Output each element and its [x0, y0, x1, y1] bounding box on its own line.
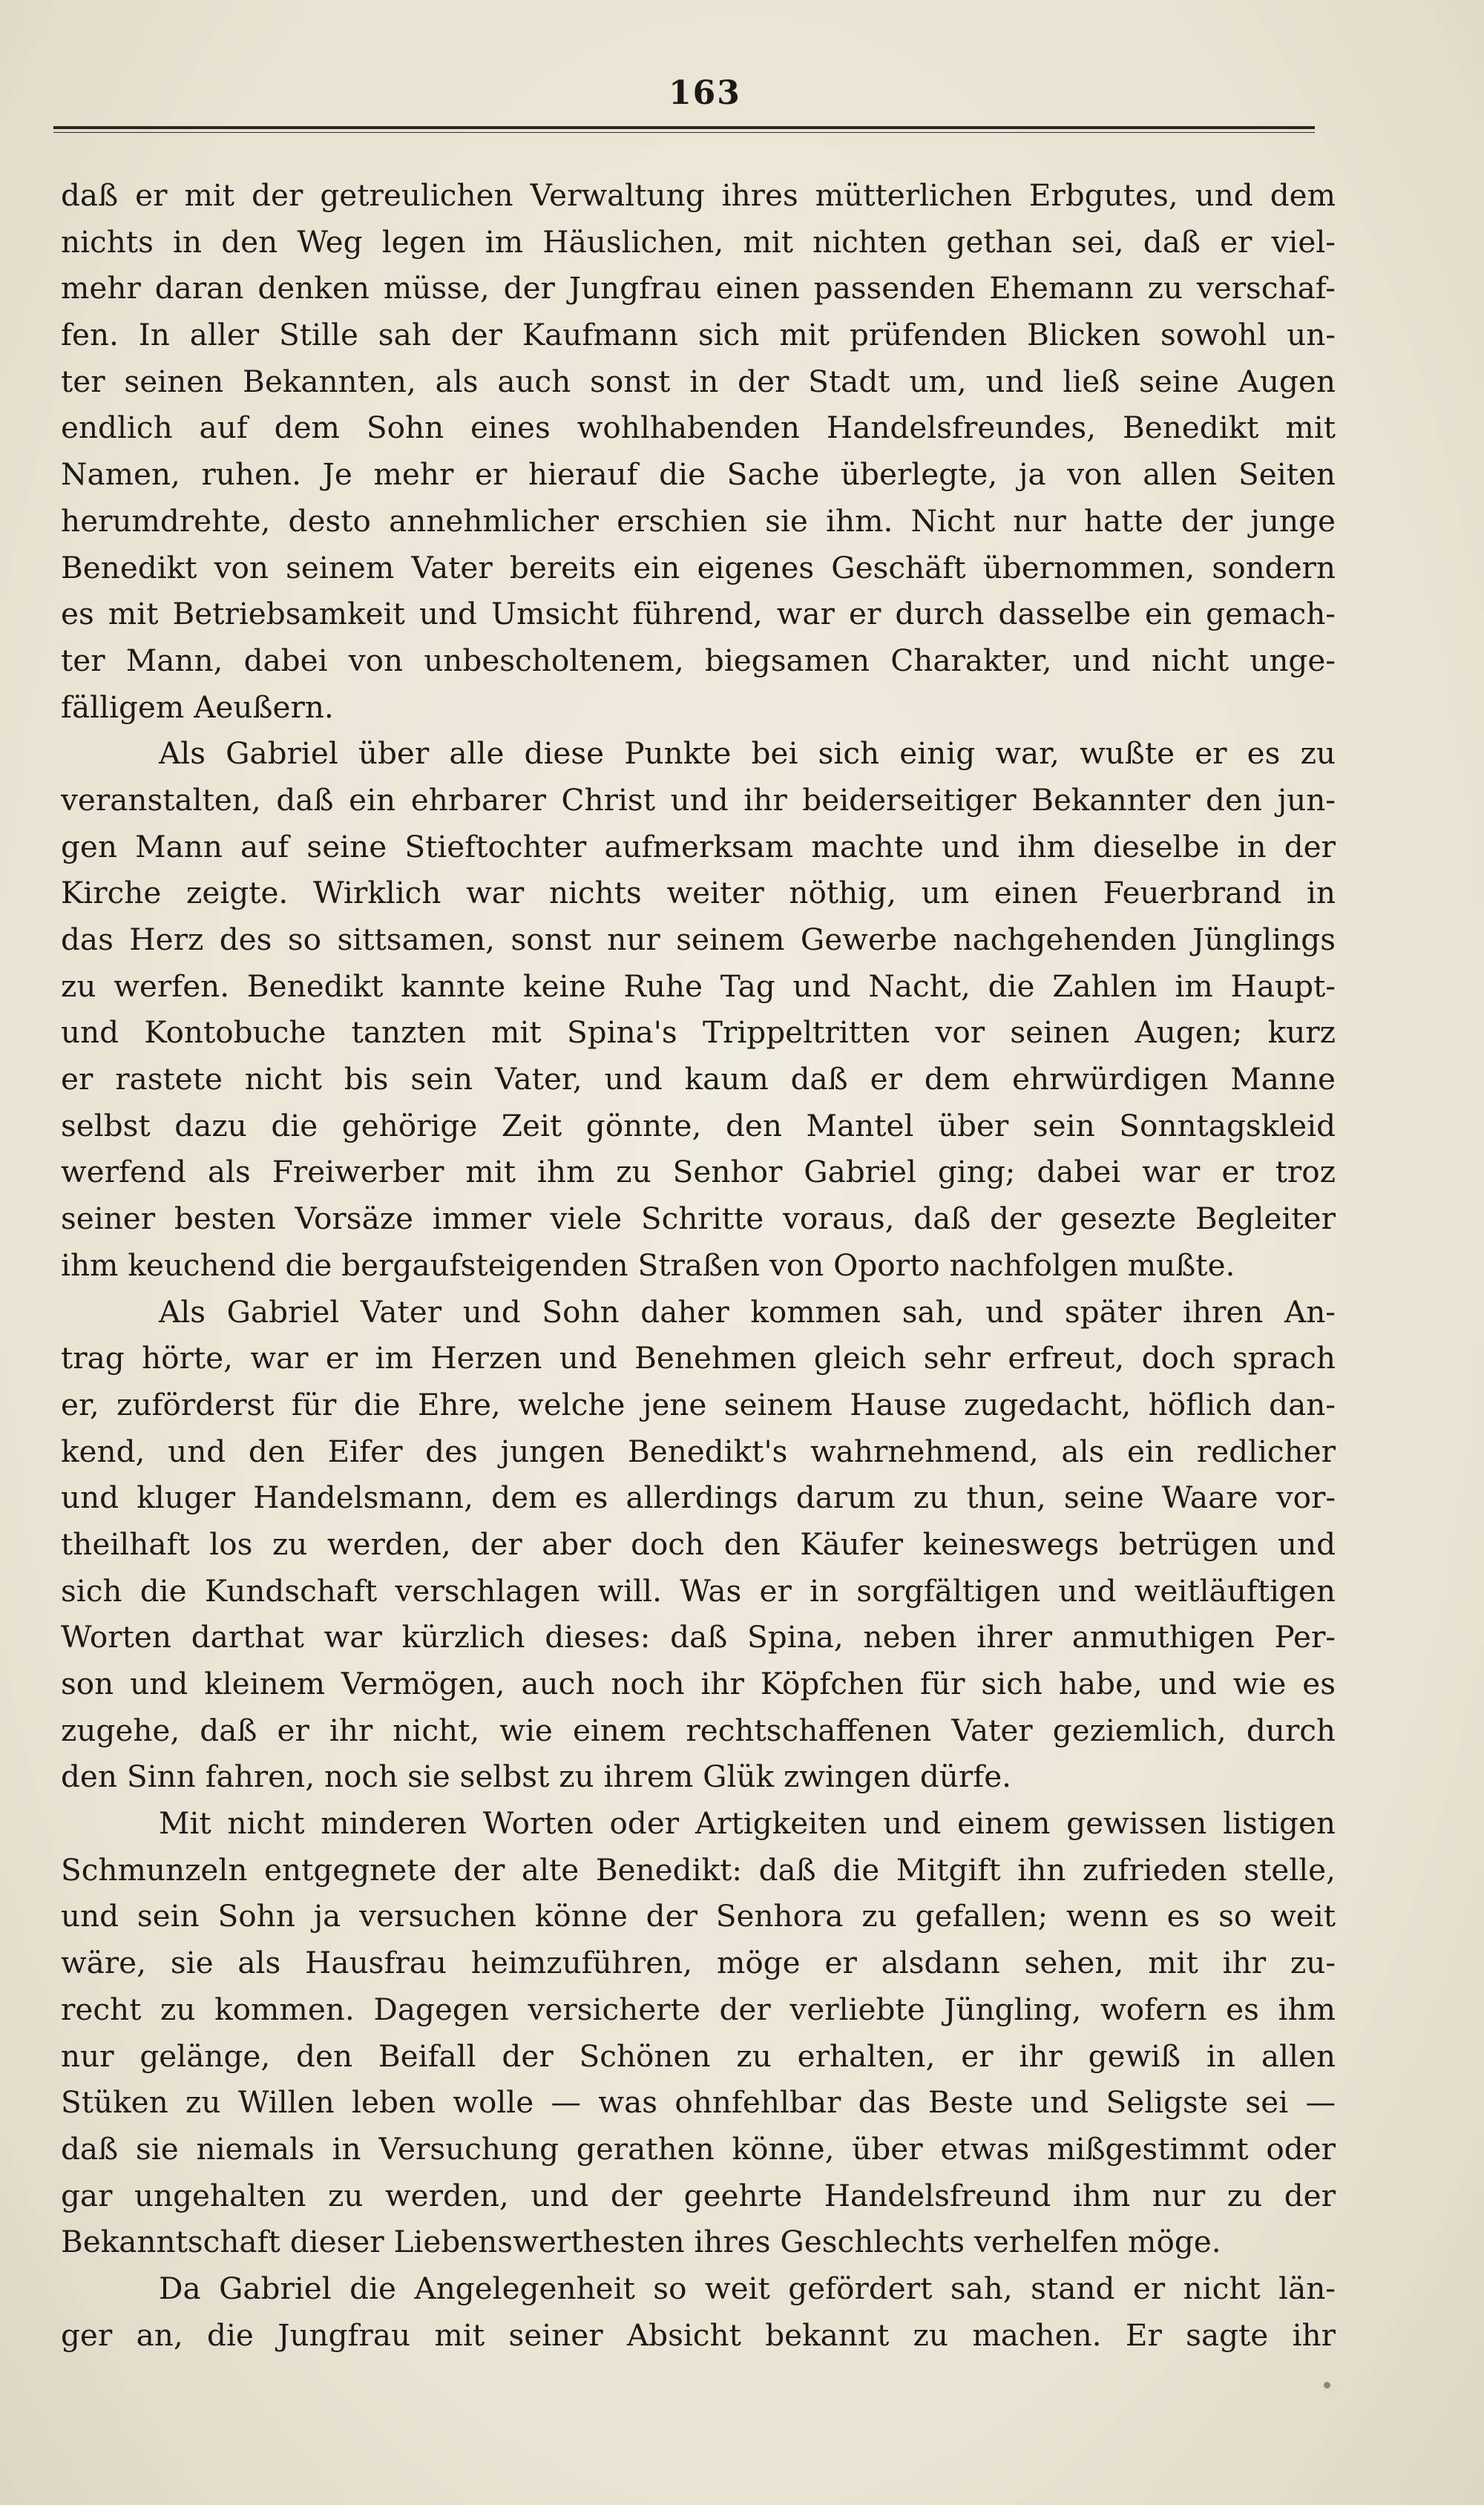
- text-line: und sein Sohn ja versuchen könne der Senhora zu gefallen; wenn es so weit: [61, 1898, 1336, 1934]
- text-line: veranstalten, daß ein ehrbarer Christ und ihr beiderseitiger Bekannter den jun-: [61, 781, 1336, 818]
- text-line: endlich auf dem Sohn eines wohlhabenden Handelsfreundes, Benedikt mit: [61, 410, 1336, 446]
- body-text: [61, 172, 1336, 2358]
- text-line: und Kontobuche tanzten mit Spina's Trippeltritten vor seinen Augen; kurz: [61, 1014, 1336, 1051]
- text-line: Mit nicht minderen Worten oder Artigkeiten und einem gewissen listigen: [159, 1805, 1336, 1842]
- text-line: seiner besten Vorsäze immer viele Schritte voraus, daß der gesezte Begleiter: [61, 1201, 1336, 1237]
- text-line: sich die Kundschaft verschlagen will. Was er in sorgfältigen und weitläuftigen: [61, 1572, 1336, 1609]
- header-rule-thin: [53, 132, 1315, 133]
- text-line: ter Mann, dabei von unbescholtenem, biegsamen Charakter, und nicht unge-: [61, 642, 1336, 678]
- text-line: gar ungehalten zu werden, und der geehrte Handelsfreund ihm nur zu der: [61, 2177, 1336, 2213]
- text-line: ger an, die Jungfrau mit seiner Absicht bekannt zu machen. Er sagte ihr: [61, 2317, 1336, 2353]
- text-line: Als Gabriel über alle diese Punkte bei sich einig war, wußte er es zu: [159, 735, 1336, 772]
- text-line: Schmunzeln entgegnete der alte Benedikt: daß die Mitgift ihn zufrieden stelle,: [61, 1851, 1336, 1888]
- text-line: daß sie niemals in Versuchung gerathen könne, über etwas mißgestimmt oder: [61, 2130, 1336, 2167]
- page-number: 163: [669, 74, 741, 112]
- text-line: nur gelänge, den Beifall der Schönen zu erhalten, er ihr gewiß in allen: [61, 2038, 1336, 2074]
- text-line: ihm keuchend die bergaufsteigenden Straßen von Oporto nachfolgen mußte.: [61, 1247, 1235, 1283]
- text-line: selbst dazu die gehörige Zeit gönnte, den Mantel über sein Sonntagskleid: [61, 1107, 1336, 1143]
- text-line: ter seinen Bekannten, als auch sonst in der Stadt um, und ließ seine Augen: [61, 363, 1336, 399]
- text-line: zu werfen. Benedikt kannte keine Ruhe Tag und Nacht, die Zahlen im Haupt-: [61, 968, 1336, 1004]
- text-line: es mit Betriebsamkeit und Umsicht führend, war er durch dasselbe ein gemach-: [61, 596, 1336, 632]
- text-line: mehr daran denken müsse, der Jungfrau einen passenden Ehemann zu verschaf-: [61, 270, 1336, 306]
- text-line: Bekanntschaft dieser Liebenswerthesten ihres Geschlechts verhelfen möge.: [61, 2224, 1221, 2260]
- text-line: theilhaft los zu werden, der aber doch den Käufer keineswegs betrügen und: [61, 1526, 1336, 1562]
- text-line: nichts in den Weg legen im Häuslichen, mit nichten gethan sei, daß er viel-: [61, 223, 1336, 260]
- text-line: fen. In aller Stille sah der Kaufmann sich mit prüfenden Blicken sowohl un-: [61, 317, 1336, 353]
- text-line: Da Gabriel die Angelegenheit so weit gefördert sah, stand er nicht län-: [159, 2270, 1336, 2306]
- text-line: und kluger Handelsmann, dem es allerdings darum zu thun, seine Waare vor-: [61, 1480, 1336, 1516]
- text-line: Als Gabriel Vater und Sohn daher kommen sah, und später ihren An-: [159, 1293, 1336, 1330]
- text-line: er, zuförderst für die Ehre, welche jene seinem Hause zugedacht, höflich dan-: [61, 1386, 1336, 1422]
- header-rule: [53, 126, 1315, 129]
- text-line: son und kleinem Vermögen, auch noch ihr Köpfchen für sich habe, und wie es: [61, 1666, 1336, 1701]
- text-line: das Herz des so sittsamen, sonst nur seinem Gewerbe nachgehenden Jünglings: [61, 922, 1336, 957]
- text-line: den Sinn fahren, noch sie selbst zu ihrem Glük zwingen dürfe.: [61, 1759, 1012, 1795]
- text-line: gen Mann auf seine Stieftochter aufmerksam machte und ihm dieselbe in der: [61, 828, 1336, 864]
- text-line: Namen, ruhen. Je mehr er hierauf die Sache überlegte, ja von allen Seiten: [61, 456, 1336, 493]
- text-line: fälligem Aeußern.: [61, 689, 334, 725]
- text-line: zugehe, daß er ihr nicht, wie einem rechtschaffenen Vater geziemlich, durch: [61, 1712, 1336, 1748]
- text-line: Stüken zu Willen leben wolle — was ohnfehlbar das Beste und Seligste sei —: [61, 2084, 1336, 2121]
- text-line: trag hörte, war er im Herzen und Benehmen gleich sehr erfreut, doch sprach: [61, 1340, 1336, 1376]
- text-line: herumdrehte, desto annehmlicher erschien sie ihm. Nicht nur hatte der junge: [61, 502, 1336, 539]
- text-line: wäre, sie als Hausfrau heimzuführen, möge er alsdann sehen, mit ihr zu-: [61, 1945, 1336, 1981]
- text-line: recht zu kommen. Dagegen versicherte der verliebte Jüngling, wofern es ihm: [61, 1991, 1336, 2027]
- paper-speck: [1324, 2382, 1330, 2389]
- text-line: werfend als Freiwerber mit ihm zu Senhor Gabriel ging; dabei war er troz: [61, 1154, 1336, 1190]
- text-line: daß er mit der getreulichen Verwaltung ihres mütterlichen Erbgutes, und dem: [61, 177, 1336, 213]
- text-line: er rastete nicht bis sein Vater, und kaum daß er dem ehrwürdigen Manne: [61, 1061, 1336, 1097]
- text-line: Kirche zeigte. Wirklich war nichts weiter nöthig, um einen Feuerbrand in: [61, 875, 1336, 911]
- text-line: Worten darthat war kürzlich dieses: daß Spina, neben ihrer anmuthigen Per-: [61, 1619, 1336, 1655]
- text-line: kend, und den Eifer des jungen Benedikt's wahrnehmend, als ein redlicher: [61, 1433, 1336, 1469]
- text-line: Benedikt von seinem Vater bereits ein eigenes Geschäft übernommen, sondern: [61, 549, 1336, 585]
